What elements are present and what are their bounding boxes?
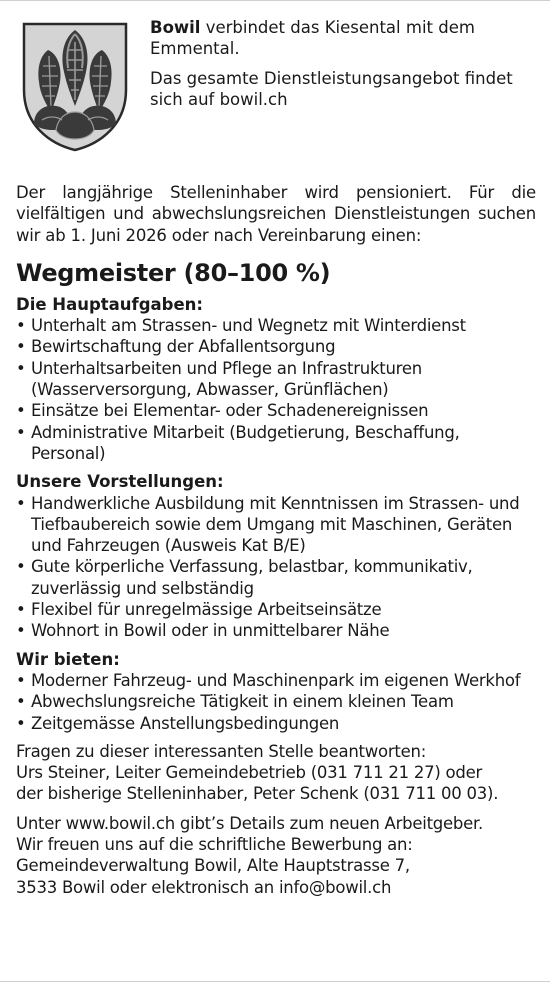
bullet-list [16, 493, 536, 642]
contact-paragraph [16, 741, 536, 805]
contact-line: der bisherige Stelleninhaber, Peter Schenk (031 711 00 03). [16, 784, 499, 804]
tagline-text: verbindet das Kiesental mit dem Emmental. [150, 18, 475, 58]
section-heading: Unsere Vorstellungen: [16, 472, 224, 492]
list-item [16, 599, 536, 620]
list-item-text: Handwerkliche Ausbildung mit Kenntnissen im Strassen- und Tiefbaubereich sowie dem Umgang mit Maschinen, Geräten und Fahrzeugen (Ausweis Kat B/E) [31, 493, 520, 556]
main-content [16, 182, 536, 906]
contact-line: Urs Steiner, Leiter Gemeindebetrieb (031 711 21 27) oder [16, 763, 483, 783]
list-item-text: Moderner Fahrzeug- und Maschinenpark im eigenen Werkhof [31, 670, 521, 690]
application-paragraph [16, 813, 536, 898]
lead-paragraph: Der langjährige Stelleninhaber wird pensioniert. Für die vielfältigen und abwechslungsreichen Dienstleistungen suchen wir ab 1. Juni 2026 oder nach Vereinbarung einen: [16, 183, 536, 245]
section-heading: Die Hauptaufgaben: [16, 294, 204, 314]
bullet-icon: • [16, 557, 26, 577]
bullet-icon: • [16, 670, 26, 690]
application-line: Wir freuen uns auf die schriftliche Bewerbung an: [16, 835, 413, 855]
bullet-icon: • [16, 401, 26, 421]
list-item-text: Wohnort in Bowil oder in unmittelbarer Nähe [31, 621, 390, 641]
list-item-text: Zeitgemässe Anstellungsbedingungen [31, 713, 340, 733]
bullet-icon: • [16, 600, 26, 620]
list-item [16, 713, 536, 734]
list-item [16, 670, 536, 691]
bullet-icon: • [16, 621, 26, 641]
list-item [16, 336, 536, 357]
list-item [16, 620, 536, 641]
list-item [16, 691, 536, 712]
list-item [16, 556, 536, 599]
coat-of-arms-icon [20, 20, 130, 152]
application-line: Gemeindeverwaltung Bowil, Alte Hauptstrasse 7, [16, 856, 410, 876]
list-item-text: Administrative Mitarbeit (Budgetierung, Beschaffung, Personal) [31, 422, 460, 463]
intro [150, 17, 530, 119]
application-line: Unter www.bowil.ch gibt’s Details zum neuen Arbeitgeber. [16, 813, 484, 833]
list-item [16, 422, 536, 465]
list-item-text: Flexibel für unregelmässige Arbeitseinsätze [31, 600, 382, 620]
town-name: Bowil [150, 18, 201, 37]
list-item-text: Unterhalt am Strassen- und Wegnetz mit Winterdienst [31, 316, 466, 336]
tagline [150, 17, 530, 59]
services-note: Das gesamte Dienstleistungsangebot findet sich auf bowil.ch [150, 69, 513, 109]
bullet-icon: • [16, 692, 26, 712]
bullet-icon: • [16, 316, 26, 336]
list-item [16, 315, 536, 336]
header [0, 0, 550, 160]
bullet-icon: • [16, 713, 26, 733]
list-item-text: Unterhaltsarbeiten und Pflege an Infrastrukturen (Wasserversorgung, Abwasser, Grünflächen) [31, 358, 422, 400]
contact-line: Fragen zu dieser interessanten Stelle beantworten: [16, 741, 427, 761]
bullet-icon: • [16, 493, 26, 513]
list-item [16, 400, 536, 421]
list-item [16, 493, 536, 557]
job-title: Wegmeister (80–100 %) [16, 258, 331, 287]
bullet-list [16, 315, 536, 464]
list-item-text: Bewirtschaftung der Abfallentsorgung [31, 337, 336, 357]
section-heading: Wir bieten: [16, 649, 120, 669]
list-item [16, 358, 536, 401]
application-line: 3533 Bowil oder elektronisch an info@bowil.ch [16, 877, 392, 897]
bullet-icon: • [16, 358, 26, 378]
bullet-icon: • [16, 422, 26, 442]
bullet-list [16, 670, 536, 734]
sections [16, 294, 536, 734]
list-item-text: Gute körperliche Verfassung, belastbar, kommunikativ, zuverlässig und selbständig [31, 557, 473, 598]
list-item-text: Abwechslungsreiche Tätigkeit in einem kleinen Team [31, 692, 454, 712]
list-item-text: Einsätze bei Elementar- oder Schadenereignissen [31, 401, 429, 421]
bullet-icon: • [16, 337, 26, 357]
